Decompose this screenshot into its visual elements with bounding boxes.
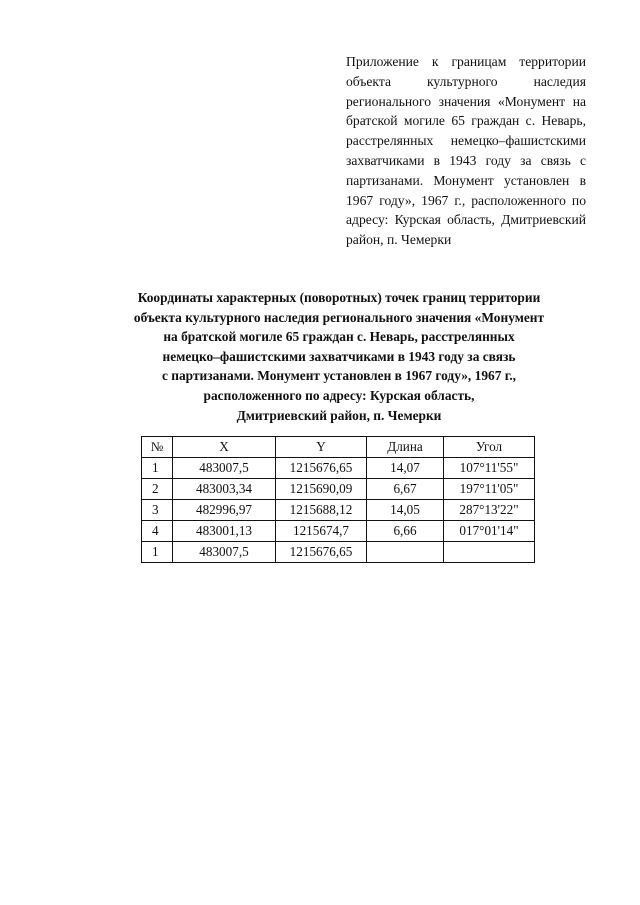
cell-y: 1215674,7 xyxy=(276,521,367,542)
title-line: объекта культурного наследия регионального значения «Монумент xyxy=(133,309,545,325)
table-row xyxy=(142,458,535,479)
cell-number: 4 xyxy=(142,521,173,542)
cell-x: 483007,5 xyxy=(173,542,276,563)
cell-number: 2 xyxy=(142,479,173,500)
title-line: с партизанами. Монумент установлен в 1967 году», 1967 г., xyxy=(161,368,517,384)
cell-length: 14,05 xyxy=(367,500,444,521)
cell-number: 3 xyxy=(142,500,173,521)
header-angle: Угол xyxy=(444,437,535,458)
cell-y: 1215690,09 xyxy=(276,479,367,500)
cell-length: 14,07 xyxy=(367,458,444,479)
title-line: на братской могиле 65 граждан с. Неварь, расстрелянных xyxy=(163,329,515,345)
cell-length xyxy=(367,542,444,563)
cell-angle: 197°11'05" xyxy=(444,479,535,500)
title-line: расположенного по адресу: Курская область, xyxy=(203,387,475,403)
header-length: Длина xyxy=(367,437,444,458)
document-title xyxy=(100,288,578,425)
cell-length: 6,67 xyxy=(367,479,444,500)
cell-y: 1215676,65 xyxy=(276,542,367,563)
header-number: № xyxy=(142,437,173,458)
cell-number: 1 xyxy=(142,542,173,563)
cell-x: 483007,5 xyxy=(173,458,276,479)
cell-angle xyxy=(444,542,535,563)
coordinates-table xyxy=(141,436,535,563)
title-line: немецко–фашистскими захватчиками в 1943 году за связь xyxy=(162,348,516,364)
cell-x: 482996,97 xyxy=(173,500,276,521)
title-line: Дмитриевский район, п. Чемерки xyxy=(236,407,442,423)
cell-x: 483001,13 xyxy=(173,521,276,542)
title-line: Координаты характерных (поворотных) точек границ территории xyxy=(137,290,541,305)
header-y: Y xyxy=(276,437,367,458)
table-row xyxy=(142,500,535,521)
cell-number: 1 xyxy=(142,458,173,479)
cell-y: 1215688,12 xyxy=(276,500,367,521)
cell-x: 483003,34 xyxy=(173,479,276,500)
table-row xyxy=(142,521,535,542)
cell-angle: 287°13'22" xyxy=(444,500,535,521)
appendix-note: Приложение к границам территории объекта культурного наследия регионального значения «Монумент на братской могиле 65 граждан с. Неварь, расстрелянных немецко–фашистскими захватчиками в 1943 году за связь с партизанами. Монумент установлен в 1967 году», 1967 г., расположенного по адресу: Курская область, Дмитриевский район, п. Чемерки xyxy=(346,54,586,248)
cell-angle: 107°11'55" xyxy=(444,458,535,479)
table-row xyxy=(142,542,535,563)
header-x: X xyxy=(173,437,276,458)
table-row xyxy=(142,479,535,500)
table-header-row xyxy=(142,437,535,458)
cell-length: 6,66 xyxy=(367,521,444,542)
cell-y: 1215676,65 xyxy=(276,458,367,479)
cell-angle: 017°01'14" xyxy=(444,521,535,542)
